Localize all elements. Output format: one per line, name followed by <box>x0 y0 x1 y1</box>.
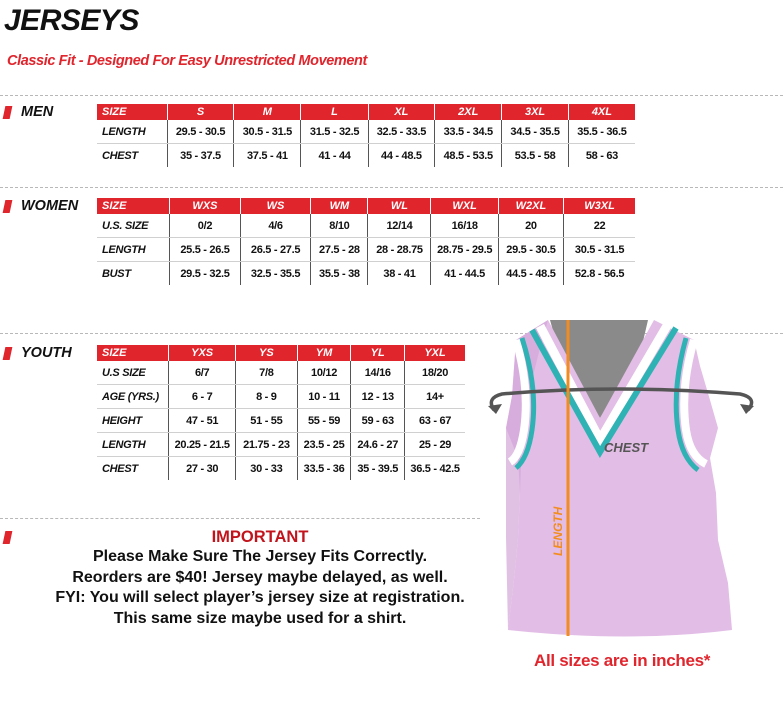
row-label: LENGTH <box>97 120 167 144</box>
size-column-header: WXL <box>431 198 498 214</box>
size-column-header: W2XL <box>498 198 563 214</box>
table-cell: 32.5 - 33.5 <box>368 120 435 144</box>
table-cell: 47 - 51 <box>169 409 236 433</box>
table-cell: 63 - 67 <box>405 409 465 433</box>
section-divider <box>0 187 783 188</box>
size-column-header: WM <box>311 198 368 214</box>
section-marker <box>3 347 13 360</box>
table-cell: 20 <box>498 214 563 238</box>
table-cell: 14/16 <box>351 361 405 385</box>
table-cell: 38 - 41 <box>368 262 431 286</box>
youth-size-table <box>97 345 465 480</box>
size-column-header: YXL <box>405 345 465 361</box>
important-line: Reorders are $40! Jersey maybe delayed, as well. <box>72 568 448 586</box>
table-cell: 36.5 - 42.5 <box>405 457 465 481</box>
section-marker <box>3 200 13 213</box>
size-column-header: 4XL <box>568 104 635 120</box>
table-cell: 25.5 - 26.5 <box>170 238 241 262</box>
important-line: Please Make Sure The Jersey Fits Correctly. <box>92 548 428 565</box>
table-cell: 27 - 30 <box>169 457 236 481</box>
table-cell: 27.5 - 28 <box>311 238 368 262</box>
row-label: AGE (YRS.) <box>97 385 169 409</box>
table-row <box>97 409 465 433</box>
table-cell: 35.5 - 36.5 <box>568 120 635 144</box>
table-cell: 35.5 - 38 <box>311 262 368 286</box>
table-cell: 10/12 <box>297 361 351 385</box>
table-cell: 26.5 - 27.5 <box>240 238 311 262</box>
table-cell: 28.75 - 29.5 <box>431 238 498 262</box>
table-cell: 23.5 - 25 <box>297 433 351 457</box>
important-line: This same size maybe used for a shirt. <box>113 609 407 627</box>
size-column-header: WL <box>368 198 431 214</box>
size-column-header: M <box>234 104 301 120</box>
men-size-table <box>97 104 635 167</box>
chest-label: CHEST <box>604 440 649 455</box>
units-note: All sizes are in inches* <box>534 651 711 670</box>
page-subtitle: Classic Fit - Designed For Easy Unrestricted Movement <box>7 53 367 69</box>
row-label: CHEST <box>102 149 138 162</box>
size-column-header: WXS <box>170 198 241 214</box>
table-cell: 51 - 55 <box>236 409 298 433</box>
size-column-header: YS <box>236 345 298 361</box>
table-cell: 20.25 - 21.5 <box>169 433 236 457</box>
row-label: BUST <box>102 267 131 280</box>
table-cell: 58 - 63 <box>568 144 635 168</box>
table-cell: 52.8 - 56.5 <box>564 262 635 286</box>
size-column-header: L <box>301 104 368 120</box>
table-cell: 0/2 <box>170 214 241 238</box>
men-section-label: MEN <box>21 104 54 120</box>
size-column-header: 2XL <box>435 104 502 120</box>
table-cell: 44 - 48.5 <box>368 144 435 168</box>
table-row <box>97 214 635 238</box>
size-column-header: YXS <box>169 345 236 361</box>
table-cell: 41 - 44 <box>301 144 368 168</box>
table-cell: 30.5 - 31.5 <box>234 120 301 144</box>
table-cell: 59 - 63 <box>351 409 405 433</box>
table-row <box>97 361 465 385</box>
table-row <box>97 120 635 144</box>
size-column-header: XL <box>368 104 435 120</box>
table-cell: 21.75 - 23 <box>236 433 298 457</box>
table-cell: 34.5 - 35.5 <box>502 120 569 144</box>
size-column-header: S <box>167 104 234 120</box>
size-column-header: WS <box>240 198 311 214</box>
youth-section-label: YOUTH <box>21 345 72 361</box>
size-column-header: YM <box>297 345 351 361</box>
table-cell: 24.6 - 27 <box>351 433 405 457</box>
row-label: CHEST <box>102 462 138 475</box>
row-label: LENGTH <box>97 238 170 262</box>
section-divider <box>0 518 480 519</box>
table-cell: 30.5 - 31.5 <box>564 238 635 262</box>
table-cell: 55 - 59 <box>297 409 351 433</box>
table-cell: 37.5 - 41 <box>234 144 301 168</box>
table-cell: 18/20 <box>405 361 465 385</box>
table-row <box>97 262 635 286</box>
table-cell: 35 - 39.5 <box>351 457 405 481</box>
table-cell: 6/7 <box>169 361 236 385</box>
table-row <box>97 385 465 409</box>
row-label: LENGTH <box>97 433 169 457</box>
row-label: U.S. SIZE <box>97 214 170 238</box>
size-column-header: 3XL <box>502 104 569 120</box>
table-cell: 22 <box>564 214 635 238</box>
table-cell: 10 - 11 <box>297 385 351 409</box>
table-cell: 35 - 37.5 <box>167 144 234 168</box>
table-cell: 31.5 - 32.5 <box>301 120 368 144</box>
table-cell: 8/10 <box>311 214 368 238</box>
page-title: JERSEYS <box>4 4 139 37</box>
jersey-measurement-diagram <box>478 318 778 648</box>
section-marker <box>3 106 13 119</box>
row-label: U.S SIZE <box>97 361 169 385</box>
table-cell: 16/18 <box>431 214 498 238</box>
table-cell: 33.5 - 36 <box>297 457 351 481</box>
table-cell: 29.5 - 30.5 <box>167 120 234 144</box>
table-cell: 30 - 33 <box>236 457 298 481</box>
table-cell: 32.5 - 35.5 <box>240 262 311 286</box>
table-row <box>97 433 465 457</box>
table-cell: 12/14 <box>368 214 431 238</box>
table-cell: 25 - 29 <box>405 433 465 457</box>
table-cell: 29.5 - 32.5 <box>170 262 241 286</box>
important-heading: IMPORTANT <box>211 528 309 546</box>
row-label: HEIGHT <box>97 409 169 433</box>
important-line: FYI: You will select player’s jersey size at registration. <box>55 589 465 606</box>
important-notice <box>0 527 520 629</box>
length-label: LENGTH <box>551 506 565 556</box>
table-cell: 29.5 - 30.5 <box>498 238 563 262</box>
size-header-cell: SIZE <box>97 198 170 214</box>
table-cell: 33.5 - 34.5 <box>435 120 502 144</box>
table-cell: 48.5 - 53.5 <box>435 144 502 168</box>
women-section-label: WOMEN <box>21 198 79 214</box>
table-cell: 8 - 9 <box>236 385 298 409</box>
size-header-cell: SIZE <box>97 345 169 361</box>
table-cell: 44.5 - 48.5 <box>498 262 563 286</box>
size-header-cell: SIZE <box>97 104 167 120</box>
table-row <box>97 457 465 481</box>
table-row <box>97 144 635 168</box>
table-cell: 7/8 <box>236 361 298 385</box>
table-cell: 14+ <box>405 385 465 409</box>
table-cell: 28 - 28.75 <box>368 238 431 262</box>
table-cell: 4/6 <box>240 214 311 238</box>
women-size-table <box>97 198 635 285</box>
size-column-header: W3XL <box>564 198 635 214</box>
table-cell: 6 - 7 <box>169 385 236 409</box>
table-cell: 53.5 - 58 <box>502 144 569 168</box>
table-row <box>97 238 635 262</box>
table-cell: 12 - 13 <box>351 385 405 409</box>
size-column-header: YL <box>351 345 405 361</box>
section-divider <box>0 95 783 96</box>
table-cell: 41 - 44.5 <box>431 262 498 286</box>
